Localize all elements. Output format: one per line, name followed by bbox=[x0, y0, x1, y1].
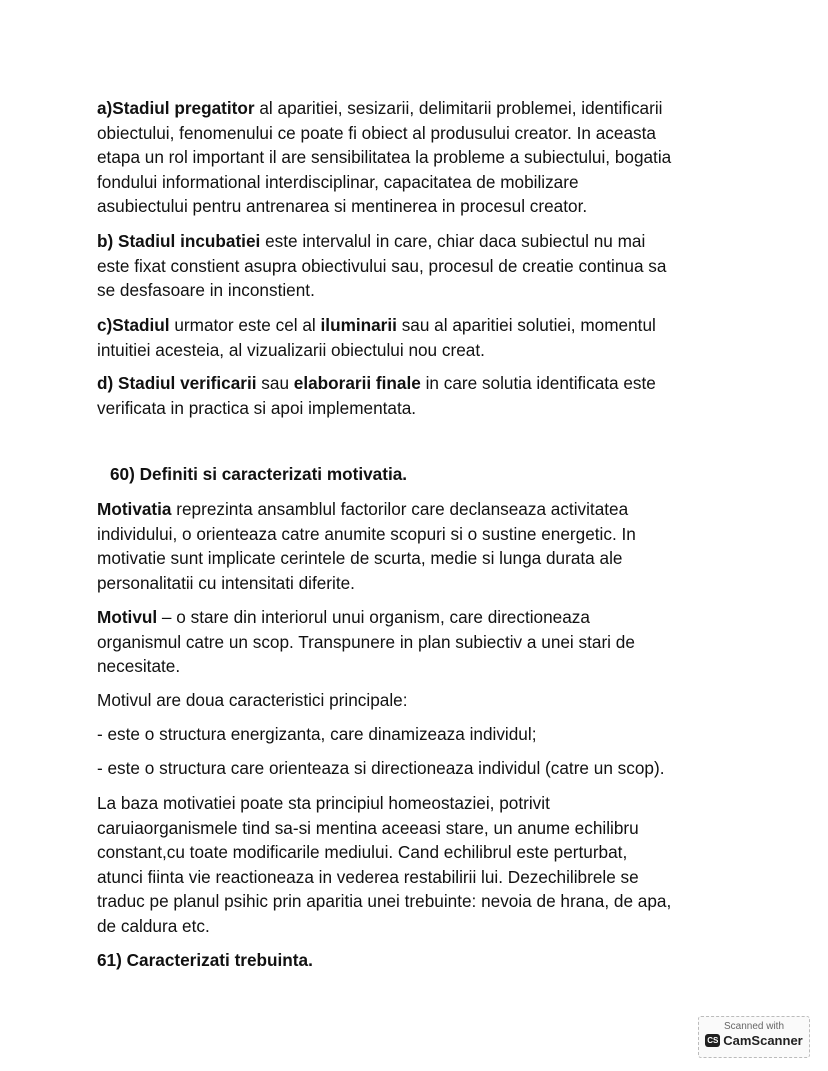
text-line bbox=[97, 756, 664, 781]
text-run: necesitate. bbox=[97, 656, 181, 677]
text-run: se desfasoare in inconstient. bbox=[97, 280, 315, 301]
text-run: intuitiei acesteia, al vizualizarii obiectului nou creat. bbox=[97, 339, 485, 360]
text-run: urmator este cel al bbox=[169, 315, 321, 335]
homeostasis-paragraph bbox=[97, 791, 671, 939]
text-line bbox=[97, 816, 671, 841]
text-run: este intervalul in care, chiar daca subiectul nu mai bbox=[260, 231, 646, 251]
text-line bbox=[97, 865, 671, 890]
text-line bbox=[97, 96, 671, 121]
text-run: La baza motivatiei poate sta principiul homeostaziei, potrivit bbox=[97, 793, 550, 813]
text-run: reprezinta ansamblul factorilor care declanseaza activitatea bbox=[171, 499, 629, 519]
text-line bbox=[97, 791, 671, 816]
text-line bbox=[97, 630, 635, 655]
question-61-heading bbox=[97, 948, 313, 973]
text-run: obiectului, fenomenului ce poate fi obiect al produsului creator. In aceasta bbox=[97, 122, 656, 143]
bold-text: c)Stadiul bbox=[97, 315, 170, 335]
characteristic-1 bbox=[97, 722, 536, 747]
camscanner-logo-icon: CS bbox=[707, 1036, 719, 1045]
text-line bbox=[110, 462, 407, 487]
text-run: traduc pe planul psihic prin aparitia unei trebuinte: nevoia de hrana, de apa, bbox=[97, 891, 672, 912]
text-line bbox=[97, 605, 635, 630]
text-line bbox=[97, 254, 666, 279]
text-line bbox=[97, 313, 656, 338]
text-line bbox=[97, 914, 671, 939]
text-line bbox=[97, 229, 666, 254]
motivatia-paragraph bbox=[97, 497, 636, 595]
text-line bbox=[97, 121, 671, 146]
text-line bbox=[97, 278, 666, 303]
bold-text: 61) Caracterizati trebuinta. bbox=[97, 950, 313, 970]
text-run: al aparitiei, sesizarii, delimitarii problemei, identificarii bbox=[254, 98, 663, 118]
text-line bbox=[97, 170, 671, 195]
bold-text: a)Stadiul pregatitor bbox=[97, 98, 255, 118]
text-line bbox=[97, 194, 671, 219]
text-run: atunci fiinta vie reactioneaza in vederea restabilirii lui. Dezechilibrele se bbox=[97, 866, 639, 887]
text-run: organismul catre un scop. Transpunere in plan subiectiv a unei stari de bbox=[97, 631, 635, 652]
text-run: Motivul are doua caracteristici principale: bbox=[97, 690, 408, 710]
text-run: fondului informational interdisciplinar, capacitatea de mobilizare bbox=[97, 171, 579, 192]
text-run: este fixat constient asupra obiectivului sau, procesul de creatie continua sa bbox=[97, 255, 667, 276]
text-run: motivatie sunt implicate cerintele de scurta, medie si lunga durata ale bbox=[97, 548, 623, 569]
camscanner-brand: CamScanner bbox=[723, 1033, 803, 1048]
stage-d-paragraph bbox=[97, 371, 656, 420]
characteristics-intro bbox=[97, 688, 407, 713]
bold-text: Motivul bbox=[97, 607, 158, 627]
text-line bbox=[97, 688, 407, 713]
text-run: verificata in practica si apoi implementata. bbox=[97, 397, 417, 418]
stage-a-paragraph bbox=[97, 96, 671, 219]
bold-text: iluminarii bbox=[320, 315, 397, 335]
bold-text: d) Stadiul verificarii bbox=[97, 373, 257, 393]
text-line bbox=[97, 948, 313, 973]
text-line bbox=[97, 396, 656, 421]
scanned-with-label: Scanned with bbox=[723, 1021, 785, 1032]
text-run: etapa un rol important il are sensibilitatea la probleme a subiectului, bogatia bbox=[97, 147, 672, 168]
text-line bbox=[97, 145, 671, 170]
bold-text: 60) Definiti si caracterizati motivatia. bbox=[110, 464, 408, 484]
camscanner-watermark bbox=[698, 1016, 810, 1058]
text-run: sau al aparitiei solutiei, momentul bbox=[396, 315, 656, 335]
text-line bbox=[97, 497, 636, 522]
text-run: de caldura etc. bbox=[97, 915, 210, 936]
text-run: in care solutia identificata este bbox=[420, 373, 656, 393]
text-line bbox=[97, 840, 671, 865]
text-run: individului, o orienteaza catre anumite scopuri si o sustine energetic. In bbox=[97, 523, 636, 544]
text-run: sau bbox=[256, 373, 294, 393]
text-run: - este o structura energizanta, care dinamizeaza individul; bbox=[97, 724, 537, 744]
text-line bbox=[97, 654, 635, 679]
bold-text: Motivatia bbox=[97, 499, 172, 519]
text-run: constant,cu toate modificarile mediului. Cand echilibrul este perturbat, bbox=[97, 842, 628, 863]
bold-text: b) Stadiul incubatiei bbox=[97, 231, 261, 251]
text-line bbox=[97, 522, 636, 547]
question-60-heading bbox=[110, 462, 407, 487]
text-line bbox=[97, 546, 636, 571]
stage-b-paragraph bbox=[97, 229, 666, 303]
text-run: – o stare din interiorul unui organism, care directioneaza bbox=[157, 607, 590, 627]
text-line bbox=[97, 371, 656, 396]
characteristic-2 bbox=[97, 756, 664, 781]
motivul-paragraph bbox=[97, 605, 635, 679]
bold-text: elaborarii finale bbox=[293, 373, 421, 393]
text-run: - este o structura care orienteaza si directioneaza individul (catre un scop). bbox=[97, 758, 665, 778]
stage-c-paragraph bbox=[97, 313, 656, 362]
text-line bbox=[97, 722, 536, 747]
text-run: caruiaorganismele tind sa-si mentina aceeasi stare, un anume echilibru bbox=[97, 817, 639, 838]
text-run: asubiectului pentru antrenarea si mentinerea in procesul creator. bbox=[97, 196, 588, 217]
text-run: personalitatii cu intensitati diferite. bbox=[97, 572, 355, 593]
text-line bbox=[97, 571, 636, 596]
text-line bbox=[97, 889, 671, 914]
text-line bbox=[97, 338, 656, 363]
